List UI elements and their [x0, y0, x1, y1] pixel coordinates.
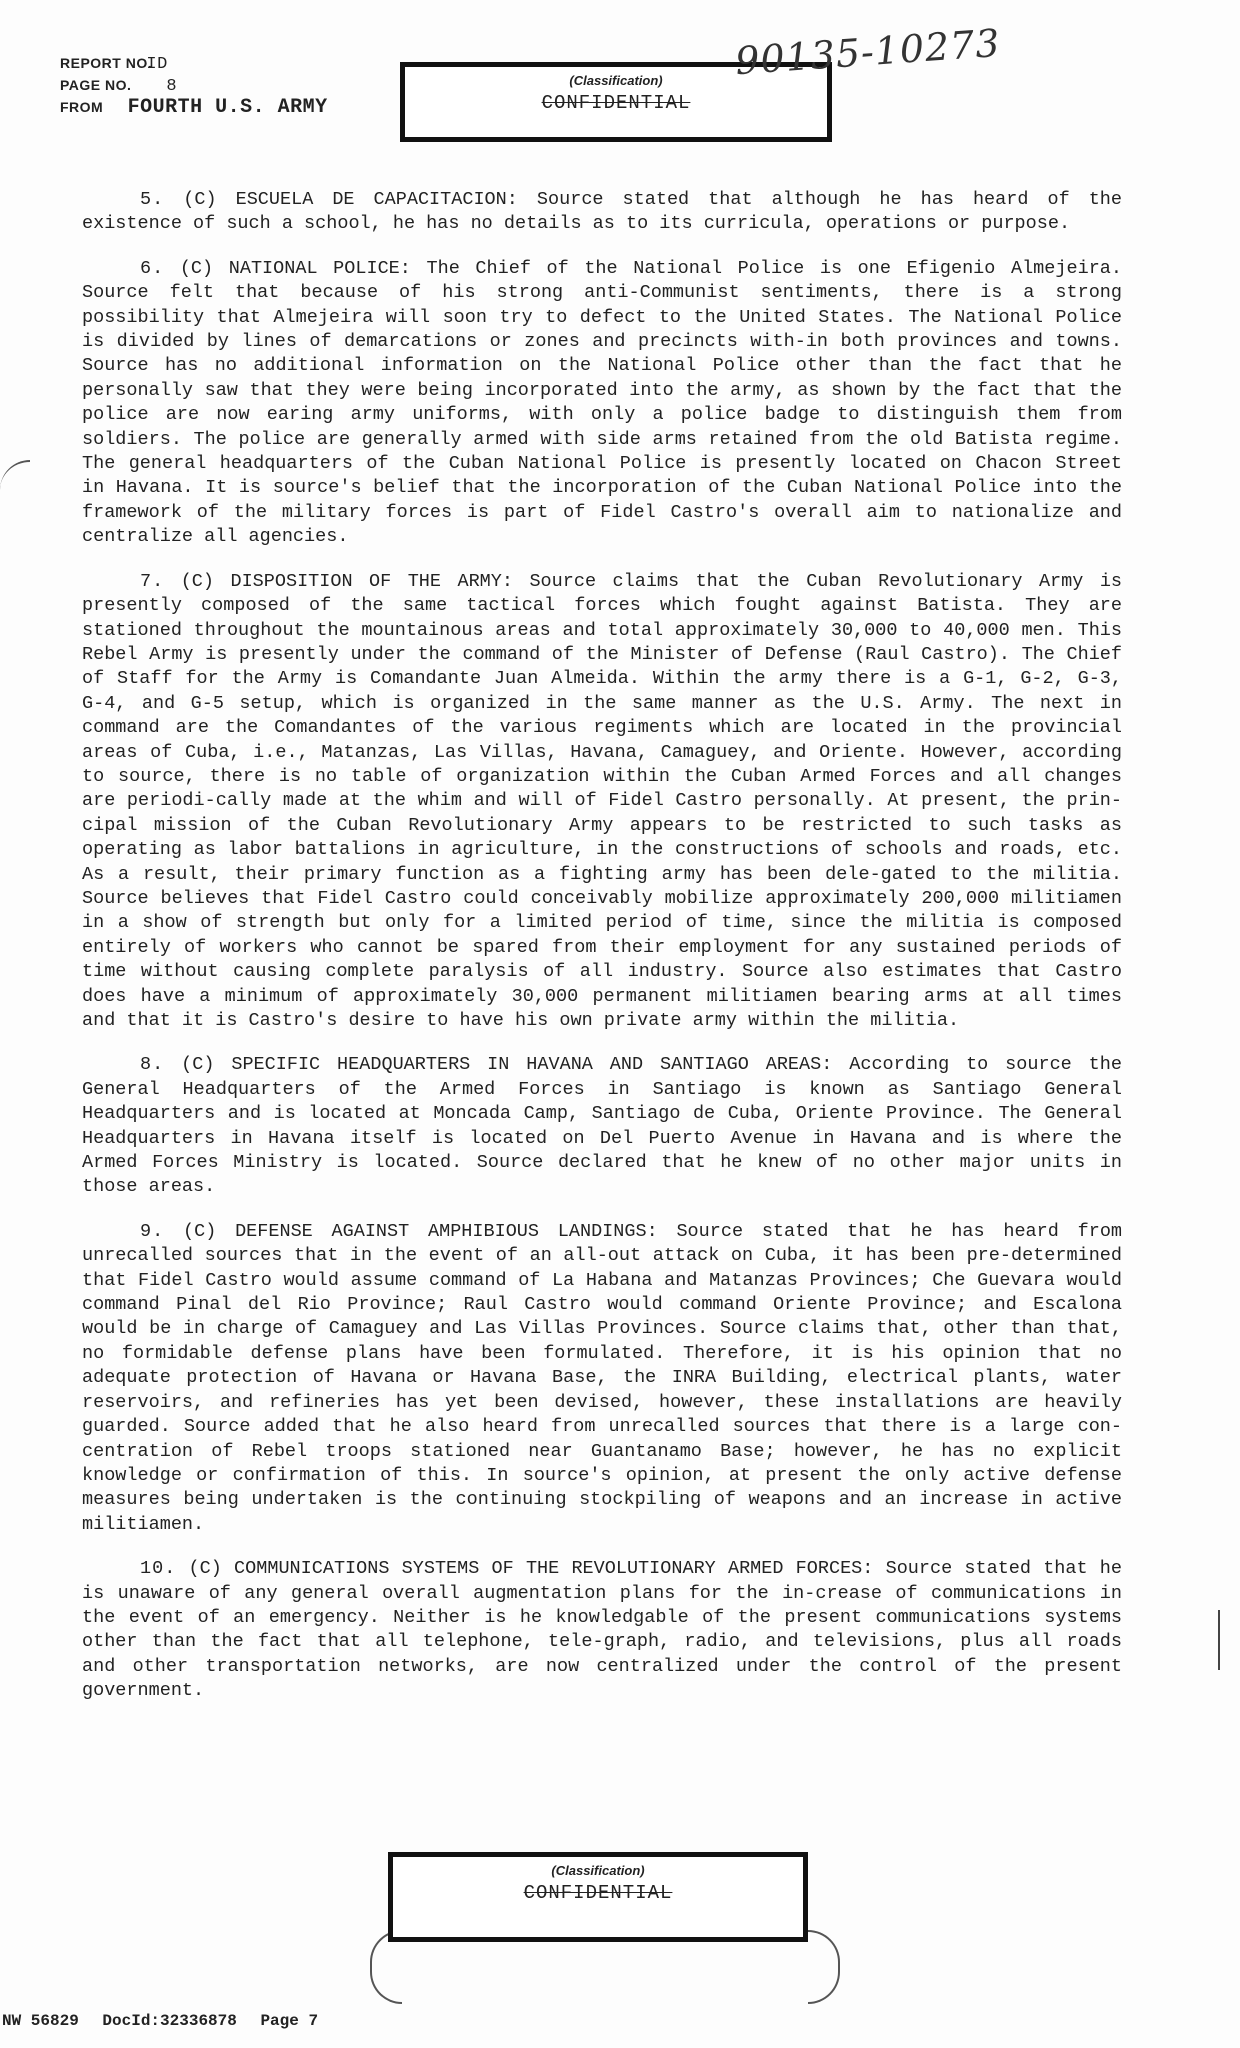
footer-page: Page 7	[260, 2012, 319, 2030]
report-no-value: ID	[146, 55, 168, 74]
paragraph-heading: ESCUELA DE CAPACITACION:	[235, 189, 518, 210]
paragraph-6	[82, 257, 1122, 550]
classification-caption: (Classification)	[551, 1863, 645, 1878]
paragraph-heading: DISPOSITION OF THE ARMY:	[230, 570, 513, 592]
paragraph-heading: SPECIFIC HEADQUARTERS IN HAVANA AND SANTIAGO AREAS:	[231, 1054, 833, 1076]
paragraph-marking: (C)	[181, 1054, 215, 1076]
paragraph-number: 9.	[140, 1220, 165, 1242]
scan-edge-mark	[0, 460, 30, 512]
archive-footer	[2, 2012, 332, 2030]
report-no-label: REPORT NO.	[60, 55, 153, 71]
scan-edge-mark	[1218, 1610, 1240, 1670]
paragraph-number: 10.	[140, 1558, 177, 1580]
paragraph-number: 7.	[140, 570, 165, 592]
paragraph-text: Source stated that although he has heard of the existence of such a school, he has no details as to its curricula, operations or purpose.	[82, 189, 1123, 235]
handwritten-record-number: 90135-10273	[733, 20, 1002, 84]
paragraph-marking: (C)	[183, 189, 217, 210]
paragraph-text: Source stated that he is unaware of any general overall augmentation plans for the in-crease of communications in the event of an emergency. Neither is he knowledgable of the present communications systems other than the fact that all telephone, tele-graph, radio, and televisions, plus all roads and other transportation networks, are now centralized under the control of the present government.	[82, 1558, 1123, 1702]
paragraph-text: The Chief of the National Police is one Efigenio Almejeira. Source felt that because of his strong anti-Communist sentiments, there is a strong possibility that Almejeira will soon try to defect to the United States. The National Police is divided by lines of demarcations or zones and precincts with-in both provinces and towns. Source has no additional information on the National Police other than the fact that he personally saw that they were being incorporated into the army, as shown by the fact that the police are now earing army uniforms, with only a police badge to distinguish them from soldiers. The police are generally armed with side arms retained from the old Batista regime. The general headquarters of the Cuban National Police is presently located on Chacon Street in Havana. It is source's belief that the incorporation of the Cuban National Police into the framework of the military forces is part of Fidel Castro's overall aim to nationalize and centralize all agencies.	[82, 257, 1122, 548]
page-no-value: 8	[166, 77, 178, 96]
paragraph-number: 5.	[140, 189, 165, 210]
paragraph-text: According to source the General Headquarters of the Armed Forces in Santiago is known as Santiago General Headquarters and is located at Moncada Camp, Santiago de Cuba, Oriente Province. The General Headquarters in Havana itself is located on Del Puerto Avenue in Havana and is where the Armed Forces Ministry is located. Source declared that he knew of no other major units in those areas.	[82, 1054, 1122, 1198]
paragraph-text: Source claims that the Cuban Revolutionary Army is presently composed of the same tactical forces which fought against Batista. They are stationed throughout the mountainous areas and total approximately 30,000 to 40,000 men. This Rebel Army is presently under the command of the Minister of Defense (Raul Castro). The Chief of Staff for the Army is Comandante Juan Almeida. Within the army there is a G-1, G-2, G-3, G-4, and G-5 setup, which is organized in the same manner as the U.S. Army. The next in command are the Comandantes of the various regiments which are located in the provincial areas of Cuba, i.e., Matanzas, Las Villas, Havana, Camaguey, and Oriente. However, according to source, there is no table of organization within the Cuban Armed Forces and all changes are periodi-cally made at the whim and will of Fidel Castro personally. At present, the prin-cipal mission of the Cuban Revolutionary Army appears to be restricted to such tasks as operating as labor battalions in agriculture, in the constructions of schools and roads, etc. As a result, their primary function as a fighting army has been dele-gated to the militia. Source believes that Fidel Castro could conceivably mobilize approximately 200,000 militiamen in a show of strength but only for a limited period of time, since the militia is composed entirely of workers who cannot be spared from their employment for any sustained periods of time without causing complete paralysis of all industry. Source also estimates that Castro does have a minimum of approximately 30,000 permanent militiamen bearing arms at all times and that it is Castro's desire to have his own private army within the militia.	[82, 570, 1123, 1031]
paragraph-marking: (C)	[180, 570, 214, 592]
from-row	[60, 96, 328, 118]
footer-docid: DocId:32336878	[102, 2012, 237, 2030]
binder-mark-right	[808, 1930, 840, 2004]
paragraph-text: Source stated that he has heard from unrecalled sources that in the event of an all-out attack on Cuba, it has been pre-determined that Fidel Castro would assume command of La Habana and Matanzas Provinces; Che Guevara would command Pinal del Rio Province; Raul Castro would command Oriente Province; and Escalona would be in charge of Camaguey and Las Villas Provinces. Source claims that, other than that, no formidable defense plans have been formulated. Therefore, it is his opinion that no adequate protection of Havana or Havana Base, the INRA Building, electrical plants, water reservoirs, and refineries has yet been devised, however, these installations are heavily guarded. Source added that he also heard from unrecalled sources that there is a large con-centration of Rebel troops stationed near Guantanamo Base; however, he has no explicit knowledge or confirmation of this. In source's opinion, at present the only active defense measures being undertaken is the continuing stockpiling of weapons and an increase in active militiamen.	[82, 1220, 1123, 1535]
paragraph-10	[82, 1557, 1122, 1703]
paragraph-7	[82, 570, 1122, 1034]
page-no-row	[60, 74, 328, 96]
footer-nw-number: NW 56829	[2, 2012, 79, 2030]
paragraph-9	[82, 1220, 1122, 1537]
classification-value: CONFIDENTIAL	[541, 92, 691, 114]
paragraph-5	[82, 188, 1122, 237]
classification-caption: (Classification)	[569, 73, 663, 88]
from-label: FROM	[60, 99, 104, 115]
report-no-row	[60, 52, 328, 74]
classification-value: CONFIDENTIAL	[523, 1882, 673, 1904]
paragraph-heading: DEFENSE AGAINST AMPHIBIOUS LANDINGS:	[235, 1220, 658, 1242]
paragraph-marking: (C)	[182, 1220, 217, 1242]
paragraph-8	[82, 1053, 1122, 1199]
paragraph-marking: (C)	[179, 257, 214, 279]
report-header	[60, 52, 328, 118]
paragraph-number: 6.	[140, 257, 165, 279]
paragraph-marking: (C)	[188, 1558, 222, 1580]
classification-box-bottom	[388, 1852, 808, 1942]
report-body	[82, 188, 1122, 1724]
paragraph-number: 8.	[140, 1054, 165, 1076]
paragraph-heading: COMMUNICATIONS SYSTEMS OF THE REVOLUTIONARY ARMED FORCES:	[234, 1558, 874, 1580]
page-no-label: PAGE NO.	[60, 77, 132, 93]
from-value: FOURTH U.S. ARMY	[127, 96, 328, 119]
paragraph-heading: NATIONAL POLICE:	[228, 257, 411, 279]
